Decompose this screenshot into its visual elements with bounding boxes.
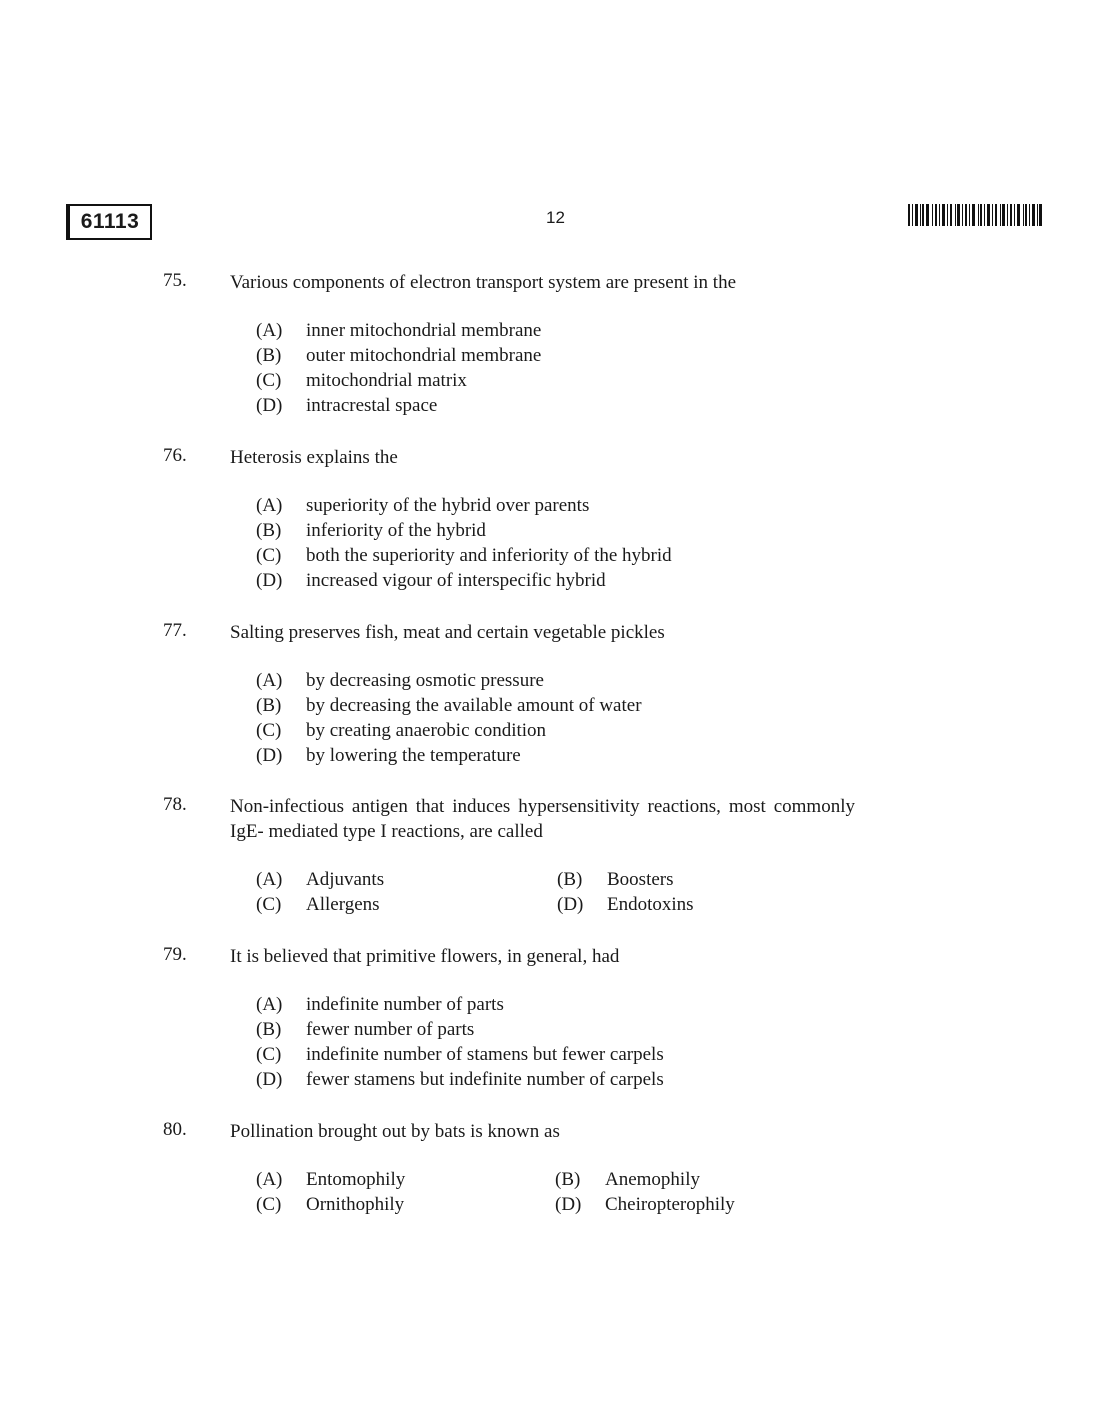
question-text: Pollination brought out by bats is known as [230,1121,560,1142]
question-text: Various components of electron transport system are present in the [230,272,736,293]
question-text: Heterosis explains the [230,447,398,468]
paper-code: 61113 [68,204,152,240]
page-number: 12 [546,208,565,227]
question-number: 75. [163,270,187,291]
question-text: It is believed that primitive flowers, in general, had [230,946,620,967]
question-number: 78. [163,794,187,815]
question-text: Non-infectious antigen that induces hypersensitivity reactions, most commonly IgE- mediated type I reactions, are called [230,796,855,842]
question-number: 80. [163,1119,187,1140]
question-number: 79. [163,944,187,965]
question-text: Salting preserves fish, meat and certain vegetable pickles [230,622,665,643]
barcode-icon [908,204,1042,226]
question-number: 77. [163,620,187,641]
question-number: 76. [163,445,187,466]
